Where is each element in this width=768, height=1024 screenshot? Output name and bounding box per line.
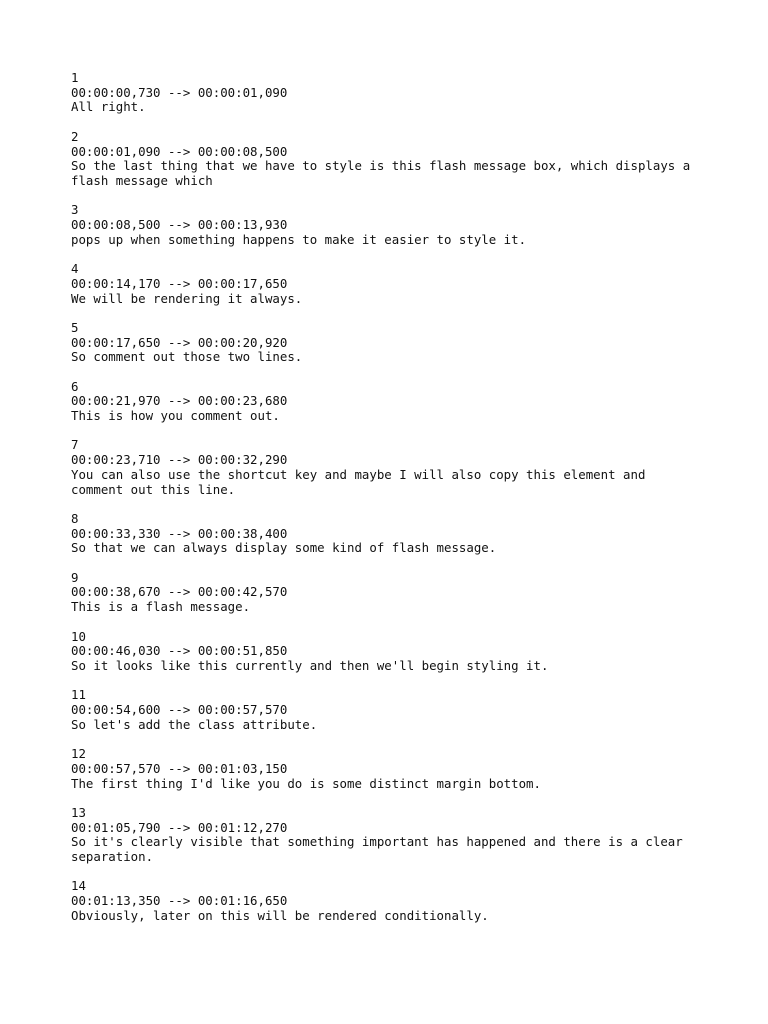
- cue-index: 9: [71, 569, 79, 585]
- cue-index: 2: [71, 128, 79, 144]
- cue-text-line: This is how you comment out.: [71, 408, 280, 424]
- cue-index: 10: [71, 628, 86, 644]
- cue-timing: 00:00:23,710 --> 00:00:32,290: [71, 452, 288, 468]
- cue-index: 7: [71, 437, 79, 453]
- subtitle-cue: [71, 806, 731, 865]
- cue-text-line: So it looks like this currently and then we'll begin styling it.: [71, 657, 549, 673]
- cue-text-line: flash message which: [71, 172, 213, 188]
- cue-timing: 00:00:14,170 --> 00:00:17,650: [71, 275, 288, 291]
- subtitle-document: [71, 71, 731, 938]
- subtitle-cue: [71, 747, 731, 791]
- cue-index: 11: [71, 687, 86, 703]
- subtitle-cue: [71, 71, 731, 115]
- subtitle-cue: [71, 630, 731, 674]
- cue-timing: 00:01:05,790 --> 00:01:12,270: [71, 819, 288, 835]
- cue-timing: 00:01:13,350 --> 00:01:16,650: [71, 893, 288, 909]
- cue-text-line: Obviously, later on this will be rendered conditionally.: [71, 907, 489, 923]
- cue-timing: 00:00:17,650 --> 00:00:20,920: [71, 334, 288, 350]
- cue-text-line: pops up when something happens to make it easier to style it.: [71, 231, 527, 247]
- cue-timing: 00:00:57,570 --> 00:01:03,150: [71, 760, 288, 776]
- subtitle-cue: [71, 879, 731, 923]
- cue-index: 1: [71, 70, 79, 85]
- cue-text-line: So let's add the class attribute.: [71, 716, 318, 732]
- cue-index: 6: [71, 378, 79, 394]
- cue-index: 4: [71, 261, 79, 277]
- cue-text-line: You can also use the shortcut key and maybe I will also copy this element and: [71, 466, 646, 482]
- cue-text-line: So the last thing that we have to style is this flash message box, which displays a: [71, 158, 691, 174]
- cue-index: 13: [71, 804, 86, 820]
- cue-index: 3: [71, 202, 79, 218]
- cue-index: 14: [71, 878, 86, 894]
- cue-timing: 00:00:46,030 --> 00:00:51,850: [71, 643, 288, 659]
- cue-text-line: comment out this line.: [71, 481, 236, 497]
- cue-timing: 00:00:00,730 --> 00:00:01,090: [71, 84, 288, 100]
- cue-timing: 00:00:54,600 --> 00:00:57,570: [71, 702, 288, 718]
- cue-text-line: The first thing I'd like you do is some distinct margin bottom.: [71, 775, 541, 791]
- cue-text-line: All right.: [71, 99, 146, 115]
- cue-timing: 00:00:08,500 --> 00:00:13,930: [71, 217, 288, 232]
- subtitle-cue: [71, 688, 731, 732]
- cue-text-line: So it's clearly visible that something important has happened and there is a clear: [71, 834, 683, 850]
- cue-text-line: So comment out those two lines.: [71, 349, 303, 365]
- subtitle-cue: [71, 203, 731, 247]
- cue-index: 8: [71, 510, 79, 526]
- subtitle-cue: [71, 571, 731, 615]
- cue-text-line: This is a flash message.: [71, 599, 251, 615]
- cue-text-line: separation.: [71, 849, 154, 865]
- subtitle-cue: [71, 438, 731, 497]
- cue-text-line: So that we can always display some kind of flash message.: [71, 540, 497, 556]
- cue-index: 12: [71, 746, 86, 762]
- subtitle-cue: [71, 512, 731, 556]
- cue-index: 5: [71, 319, 79, 335]
- subtitle-cue: [71, 262, 731, 306]
- subtitle-cue: [71, 321, 731, 365]
- cue-text-line: We will be rendering it always.: [71, 290, 303, 306]
- cue-timing: 00:00:21,970 --> 00:00:23,680: [71, 393, 288, 409]
- cue-timing: 00:00:01,090 --> 00:00:08,500: [71, 143, 288, 159]
- subtitle-cue: [71, 380, 731, 424]
- cue-timing: 00:00:38,670 --> 00:00:42,570: [71, 584, 288, 600]
- subtitle-cue: [71, 130, 731, 189]
- cue-timing: 00:00:33,330 --> 00:00:38,400: [71, 525, 288, 541]
